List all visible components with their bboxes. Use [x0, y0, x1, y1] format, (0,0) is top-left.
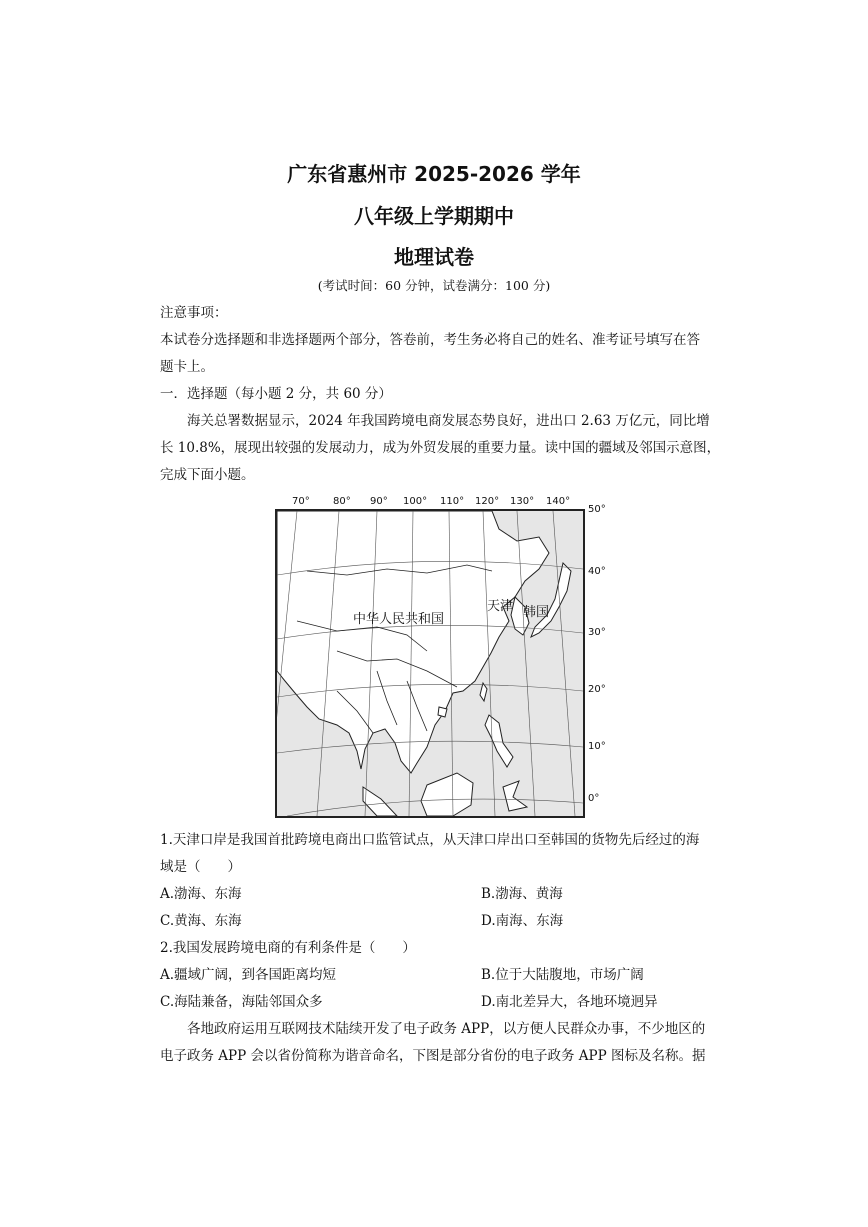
q2-option-d[interactable]: D.南北差异大，各地环境迥异 — [481, 994, 658, 1010]
lon-label: 90° — [370, 496, 388, 507]
q2-option-c[interactable]: C.海陆兼备，海陆邻国众多 — [160, 994, 323, 1010]
lat-label: 50° — [588, 504, 606, 515]
paper-subject: 地理试卷 — [394, 245, 474, 269]
lon-label: 80° — [333, 496, 351, 507]
lon-label: 120° — [475, 496, 500, 507]
notice-heading: 注意事项： — [160, 305, 228, 321]
passage1-line-1: 海关总署数据显示，2024 年我国跨境电商发展态势良好，进出口 2.63 万亿元，同比增 — [187, 413, 710, 429]
lat-label: 10° — [588, 741, 606, 752]
notice-line-2: 题卡上。 — [160, 359, 214, 375]
china-map — [275, 509, 585, 818]
lon-label: 100° — [403, 496, 428, 507]
q1-option-b[interactable]: B.渤海、黄海 — [481, 886, 563, 902]
lat-label: 0° — [588, 793, 600, 804]
lon-label: 70° — [292, 496, 310, 507]
q1-option-a[interactable]: A.渤海、东海 — [160, 886, 242, 902]
lon-label: 130° — [510, 496, 535, 507]
passage1-line-3: 完成下面小题。 — [160, 467, 255, 483]
label-china: 中华人民共和国 — [353, 612, 445, 627]
label-korea: 韩国 — [523, 605, 550, 620]
lat-label: 20° — [588, 684, 606, 695]
passage1-line-2: 长 10.8%，展现出较强的发展动力，成为外贸发展的重要力量。读中国的疆域及邻国示意图， — [160, 440, 721, 456]
q2-option-b[interactable]: B.位于大陆腹地，市场广阔 — [481, 967, 644, 983]
q1-option-c[interactable]: C.黄海、东海 — [160, 913, 242, 929]
q1-stem-line-1: 1.天津口岸是我国首批跨境电商出口监管试点，从天津口岸出口至韩国的货物先后经过的海 — [160, 832, 700, 848]
q1-option-d[interactable]: D.南海、东海 — [481, 913, 564, 929]
paper-title: 广东省惠州市 2025-2026 学年 — [287, 162, 581, 186]
exam-info: (考试时间：60 分钟，试卷满分：100 分) — [317, 278, 551, 293]
passage2-line-2: 电子政务 APP 会以省份简称为谐音命名，下图是部分省份的电子政务 APP 图标及名称。据 — [160, 1048, 706, 1064]
map-drawing — [277, 511, 583, 816]
q2-stem: 2.我国发展跨境电商的有利条件是（ ） — [160, 940, 416, 956]
section-heading: 一．选择题（每小题 2 分，共 60 分） — [160, 386, 392, 402]
hainan — [438, 707, 447, 717]
label-tianjin: 天津 — [487, 599, 514, 614]
q1-stem-line-2: 域是（ ） — [160, 859, 241, 875]
lon-label: 140° — [546, 496, 571, 507]
lon-label: 110° — [440, 496, 465, 507]
lat-label: 40° — [588, 566, 606, 577]
q2-option-a[interactable]: A.疆域广阔，到各国距离均短 — [160, 967, 337, 983]
passage2-line-1: 各地政府运用互联网技术陆续开发了电子政务 APP，以方便人民群众办事，不少地区的 — [187, 1021, 706, 1037]
notice-line-1: 本试卷分选择题和非选择题两个部分，答卷前，考生务必将自己的姓名、准考证号填写在答 — [160, 332, 700, 348]
paper-subtitle: 八年级上学期期中 — [354, 204, 514, 228]
lat-label: 30° — [588, 627, 606, 638]
